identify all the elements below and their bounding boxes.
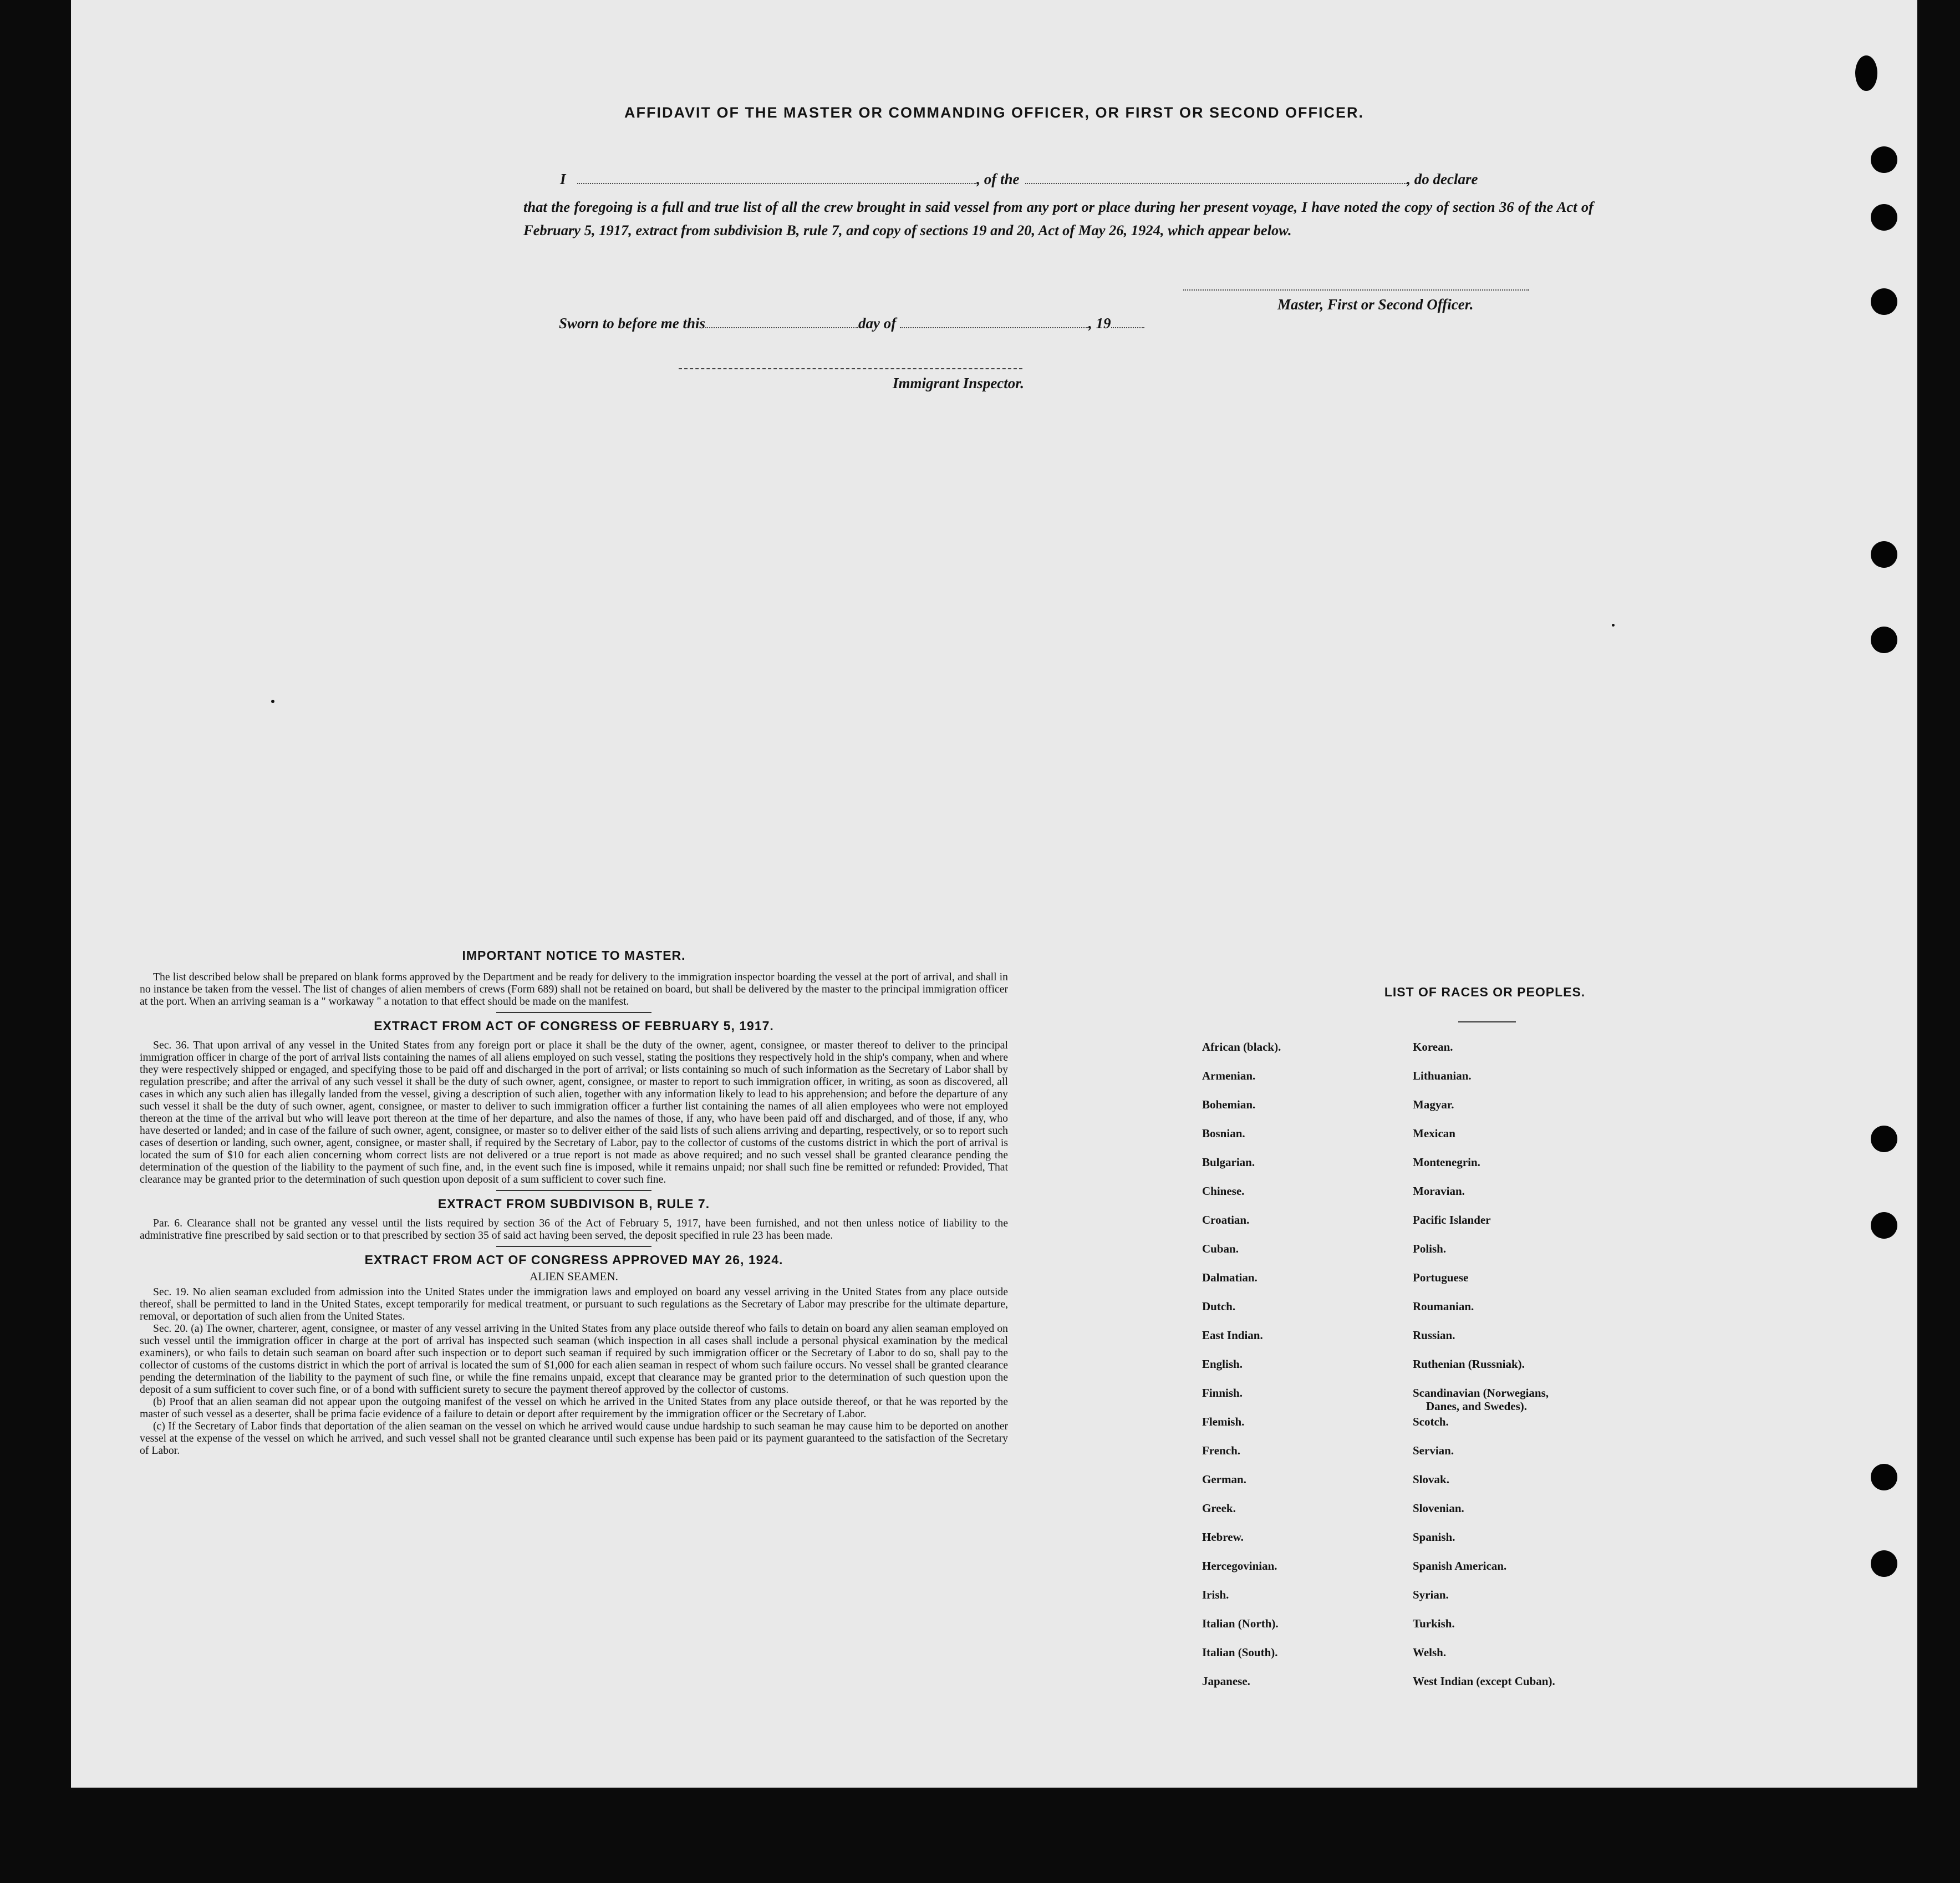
race-item: Scandinavian (Norwegians, bbox=[1413, 1386, 1549, 1399]
divider bbox=[496, 1190, 651, 1191]
race-item: Mexican bbox=[1413, 1127, 1455, 1140]
sec20a-text: Sec. 20. (a) The owner, charterer, agent, consignee, or master of any vessel arriving in the United States from any place outside thereof who fails to detain on board any alien seaman employed on such vessel until the immigration officer in charge at the port of arrival has inspected such seaman (which inspection in all cases shall include a personal physical examination by the medical examiners), or who fails to detain such seaman on board after such inspection or to deport such seaman if required by such immigration officer or the Secretary of Labor to do so, shall pay to the collector of customs of the customs district in which the port of arrival is located the sum of $1,000 for each alien seaman in respect of whom such failure occurs. No vessel shall be granted clearance pending the determination of the liability to the payment of such fine, or while the fine remains unpaid, except that clearance may be granted prior to the determination of such question upon the deposit of a sum sufficient to cover such fine, or of a bond with sufficient surety to secure the payment thereof approved by the collector of customs. bbox=[140, 1322, 1008, 1396]
divider bbox=[496, 1246, 651, 1247]
race-item: West Indian (except Cuban). bbox=[1413, 1675, 1555, 1688]
race-item: Portuguese bbox=[1413, 1271, 1469, 1284]
race-item: Turkish. bbox=[1413, 1617, 1455, 1630]
day-blank bbox=[705, 324, 858, 328]
race-item: Cuban. bbox=[1202, 1242, 1239, 1255]
year-blank bbox=[1111, 324, 1144, 328]
race-item: Servian. bbox=[1413, 1444, 1454, 1457]
extract-1917-title: EXTRACT FROM ACT OF CONGRESS OF FEBRUARY 5, 1917. bbox=[374, 1019, 774, 1033]
race-item: Dutch. bbox=[1202, 1300, 1236, 1313]
race-item: Polish. bbox=[1413, 1242, 1447, 1255]
punch-hole bbox=[1871, 146, 1897, 173]
race-item: Bohemian. bbox=[1202, 1098, 1256, 1111]
race-item: East Indian. bbox=[1202, 1329, 1263, 1342]
sec20b-text: (b) Proof that an alien seaman did not appear upon the outgoing manifest of the vessel on which he arrived in the United States from any place outside thereof, or that he was reported by the master of such vessel as a deserter, shall be prima facie evidence of a failure to detain or deport after requirement by the immigration officer or the Secretary of Labor. bbox=[140, 1396, 1008, 1420]
race-item: Scotch. bbox=[1413, 1415, 1449, 1428]
sworn-prefix: Sworn to before me this bbox=[559, 315, 706, 332]
affidavit-title: AFFIDAVIT OF THE MASTER OR COMMANDING OFFICER, OR FIRST OR SECOND OFFICER. bbox=[624, 104, 1364, 121]
year-label: , 19 bbox=[1088, 315, 1111, 332]
day-of-label: day of bbox=[858, 315, 897, 332]
race-item: Chinese. bbox=[1202, 1184, 1245, 1198]
sec19-text: Sec. 19. No alien seaman excluded from admission into the United States under the immigration laws and employed on board any vessel arriving in the United States from any place outside thereof, shall be permitted to land in the United States, except temporarily for medical treatment, or pursuant to such regulations as the Secretary of Labor may prescribe for the ultimate departure, removal, or deportation of such alien from the United States. bbox=[140, 1286, 1008, 1322]
race-item: Croatian. bbox=[1202, 1213, 1250, 1227]
extract-1917-text: Sec. 36. That upon arrival of any vessel in the United States from any foreign port or place it shall be the duty of the owner, agent, consignee, or master thereof to deliver to the principal immigration officer in charge of the port of arrival lists containing the names of all aliens employed on such vessel, stating the positions they respectively hold in the ship's company, when and where they were respectively shipped or engaged, and specifying those to be paid off and discharged in the port of arrival; or lists containing so much of such information as the Secretary of Labor shall by regulation prescribe; and after the arrival of any such vessel it shall be the duty of such owner, agent, consignee, or master to report to such immigration officer, in writing, as soon as discovered, all cases in which any such alien has illegally landed from the vessel, giving a description of such alien, together with any information likely to lead to his apprehension; and before the departure of any such vessel it shall be the duty of such owner, agent, consignee, or master to deliver to such immigration officer a further list containing the names of all alien employees who were not employed thereon at the time of the arrival but who will leave port thereon at the time of her departure, and also the names of those, if any, who have been paid off and discharged, and of those, if any, who have deserted or landed; and in case of the failure of such owner, agent, consignee, or master so to deliver either of the said lists of such aliens arriving and departing, respectively, or so to report such cases of desertion or landing, such owner, agent, consignee, or master shall, if required by the Secretary of Labor, pay to the collector of customs of the customs district in which the port of arrival is located the sum of $10 for each alien concerning whom correct lists are not delivered or a true report is not made as above required; and no such vessel shall be granted clearance pending the determination of the question of the liability to the payment of such fine, and, in the event such fine is imposed, while it remains unpaid; nor shall such fine be remitted or refunded: Provided, That clearance may be granted prior to the determination of such question upon deposit of a sum sufficient to cover such fine. bbox=[140, 1039, 1008, 1185]
race-item: Moravian. bbox=[1413, 1184, 1465, 1198]
punch-hole bbox=[1871, 1212, 1897, 1239]
alien-seamen-subtitle: ALIEN SEAMEN. bbox=[530, 1270, 618, 1283]
declaration-line bbox=[560, 171, 1478, 188]
extract-rule7-text: Par. 6. Clearance shall not be granted any vessel until the lists required by section 36 of the Act of February 5, 1917, have been furnished, and not then unless notice of liability to the administrative fine prescribed by said section or to that prescribed by section 35 of said act having been served, the deposit specified in rule 23 has been made. bbox=[140, 1217, 1008, 1241]
race-item: Slovak. bbox=[1413, 1473, 1449, 1486]
race-item: Syrian. bbox=[1413, 1588, 1449, 1601]
master-signature-label: Master, First or Second Officer. bbox=[1277, 296, 1474, 313]
races-title: LIST OF RACES OR PEOPLES. bbox=[1384, 985, 1586, 999]
race-item: Montenegrin. bbox=[1413, 1156, 1480, 1169]
extract-rule7-title: EXTRACT FROM SUBDIVISON B, RULE 7. bbox=[437, 1197, 710, 1211]
race-item: Roumanian. bbox=[1413, 1300, 1474, 1313]
race-item: Welsh. bbox=[1413, 1646, 1447, 1659]
race-item: Ruthenian (Russniak). bbox=[1413, 1357, 1525, 1371]
race-item: Hercegovinian. bbox=[1202, 1559, 1277, 1572]
race-item: Italian (South). bbox=[1202, 1646, 1278, 1659]
race-item: Bulgarian. bbox=[1202, 1156, 1255, 1169]
divider bbox=[496, 1012, 651, 1013]
sworn-line bbox=[559, 315, 1144, 332]
do-declare-label: , do declare bbox=[1407, 171, 1478, 187]
punch-hole bbox=[1871, 288, 1897, 315]
inspector-signature-line bbox=[679, 368, 1022, 369]
race-item: Italian (North). bbox=[1202, 1617, 1279, 1630]
ink-speck bbox=[271, 700, 274, 703]
race-item: Russian. bbox=[1413, 1329, 1455, 1342]
month-blank bbox=[900, 324, 1088, 328]
race-item: Bosnian. bbox=[1202, 1127, 1245, 1140]
notice-title: IMPORTANT NOTICE TO MASTER. bbox=[462, 948, 686, 963]
race-item: Pacific Islander bbox=[1413, 1213, 1491, 1227]
pronoun-i: I bbox=[560, 171, 566, 187]
race-item: English. bbox=[1202, 1357, 1243, 1371]
race-item: Korean. bbox=[1413, 1040, 1453, 1054]
race-item: Slovenian. bbox=[1413, 1502, 1464, 1515]
inspector-signature-label: Immigrant Inspector. bbox=[893, 375, 1025, 391]
race-item: Irish. bbox=[1202, 1588, 1229, 1601]
sec20c-text: (c) If the Secretary of Labor finds that deportation of the alien seaman on the vessel on which he arrived would cause undue hardship to such seaman he may cause him to be deported on another vessel at the expense of the vessel on which he arrived, and such vessel shall not be granted clearance until such expense has been paid or its payment guaranteed to the satisfaction of the Secretary of Labor. bbox=[140, 1420, 1008, 1457]
punch-hole bbox=[1871, 627, 1897, 653]
punch-hole bbox=[1871, 1550, 1897, 1577]
name-blank bbox=[577, 180, 976, 184]
extract-1924-title: EXTRACT FROM ACT OF CONGRESS APPROVED MAY 26, 1924. bbox=[364, 1253, 783, 1267]
punch-hole bbox=[1871, 1126, 1897, 1152]
punch-hole bbox=[1871, 1464, 1897, 1490]
race-item: Armenian. bbox=[1202, 1069, 1256, 1082]
race-item: Hebrew. bbox=[1202, 1530, 1244, 1544]
race-item: Lithuanian. bbox=[1413, 1069, 1472, 1082]
notice-text: The list described below shall be prepared on blank forms approved by the Department and be ready for delivery to the immigration inspector boarding the vessel at the port of arrival, and shall in no instance be taken from the vessel. The list of changes of alien members of crews (Form 689) shall not be retained on board, but shall be delivered by the master to the principal immigration officer at the port. When an arriving seaman is a " workaway " a notation to that effect should be made on the manifest. bbox=[140, 971, 1008, 1007]
race-item: Magyar. bbox=[1413, 1098, 1454, 1111]
legal-notice-column bbox=[140, 948, 1008, 1457]
ink-speck bbox=[1612, 624, 1615, 627]
race-item: Flemish. bbox=[1202, 1415, 1245, 1428]
race-item: Dalmatian. bbox=[1202, 1271, 1258, 1284]
race-item: Greek. bbox=[1202, 1502, 1236, 1515]
race-item: African (black). bbox=[1202, 1040, 1281, 1054]
race-item: Japanese. bbox=[1202, 1675, 1250, 1688]
document-sheet bbox=[71, 0, 1917, 1788]
master-signature-line bbox=[1183, 289, 1529, 291]
punch-hole bbox=[1871, 541, 1897, 568]
race-item: Spanish. bbox=[1413, 1530, 1455, 1544]
race-item-continuation: Danes, and Swedes). bbox=[1426, 1399, 1528, 1413]
race-item: German. bbox=[1202, 1473, 1246, 1486]
vessel-blank bbox=[1025, 180, 1407, 184]
race-item: French. bbox=[1202, 1444, 1241, 1457]
punch-hole bbox=[1871, 204, 1897, 231]
race-item: Finnish. bbox=[1202, 1386, 1243, 1399]
of-the-label: , of the bbox=[976, 171, 1020, 187]
race-item: Spanish American. bbox=[1413, 1559, 1507, 1572]
punch-hole bbox=[1855, 55, 1877, 91]
affidavit-body: that the foregoing is a full and true list of all the crew brought in said vessel from any port or place during her present voyage, I have noted the copy of section 36 of the Act of February 5, 1917, extract from subdivision B, rule 7, and copy of sections 19 and 20, Act of May 26, 1924, which appear below. bbox=[523, 199, 1594, 238]
races-divider bbox=[1458, 1021, 1516, 1022]
